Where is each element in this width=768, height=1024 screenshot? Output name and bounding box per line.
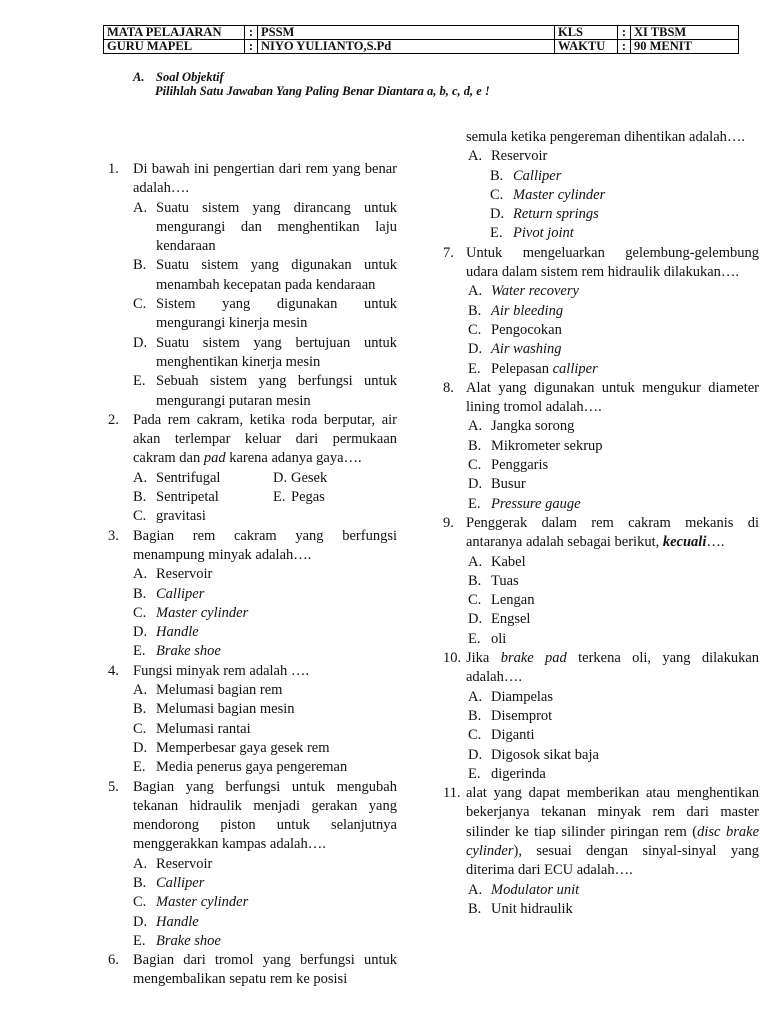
options-q11 <box>443 881 759 920</box>
text-segment: terkena oli, yang dilakukan adalah…. <box>466 650 760 686</box>
option-d <box>490 205 759 224</box>
teacher-value: NIYO YULIANTO,S.Pd <box>258 40 555 54</box>
option-letter: A. <box>133 682 148 699</box>
option-c <box>133 295 397 334</box>
option-letter: C. <box>133 508 147 525</box>
option-a <box>133 681 397 700</box>
separator: : <box>618 26 631 40</box>
text-segment-italic: pad <box>203 450 226 467</box>
option-text: Busur <box>491 476 526 493</box>
option-d <box>468 340 759 359</box>
question-number: 5. <box>108 778 119 795</box>
option-text: Suatu sistem yang dirancang untuk mengurangi dan menghentikan laju kendaraan <box>156 199 397 255</box>
option-c <box>133 893 397 912</box>
question-text: Untuk mengeluarkan gelembung-gelembung udara dalam sistem rem hidraulik dilakukan…. <box>466 244 759 281</box>
option-c <box>133 604 397 623</box>
option-letter: A. <box>468 283 483 300</box>
option-text: Diampelas <box>491 688 554 705</box>
option-d <box>133 334 397 373</box>
option-b <box>133 488 273 507</box>
option-letter: E. <box>468 360 481 377</box>
option-a <box>133 855 397 874</box>
option-letter: A. <box>133 199 148 216</box>
option-letter: C. <box>468 457 482 474</box>
option-text: digerinda <box>491 765 546 782</box>
option-letter: C. <box>468 592 482 609</box>
option-text: Water recovery <box>491 283 579 300</box>
option-text: Reservoir <box>491 148 548 165</box>
option-e <box>490 224 759 243</box>
option-letter: B. <box>468 900 482 917</box>
options-q1 <box>108 199 397 411</box>
time-label: WAKTU <box>555 40 618 54</box>
option-text: Return springs <box>513 206 599 223</box>
option-letter: D. <box>273 469 288 486</box>
option-d <box>468 475 759 494</box>
option-b <box>468 707 759 726</box>
option-letter: D. <box>133 913 148 930</box>
option-letter: C. <box>133 720 147 737</box>
text-segment: karena adanya gaya…. <box>225 450 362 467</box>
option-a <box>468 553 759 572</box>
option-text: Pengocokan <box>491 321 562 338</box>
subject-label: MATA PELAJARAN <box>104 26 245 40</box>
option-b <box>133 700 397 719</box>
option-letter: A. <box>133 855 148 872</box>
option-e <box>273 488 403 507</box>
option-letter: C. <box>490 186 504 203</box>
option-text: Pegas <box>291 489 325 506</box>
option-a <box>468 881 759 900</box>
option-a <box>133 565 397 584</box>
question-number: 7. <box>443 244 454 261</box>
question-text: Bagian rem cakram yang berfungsi menampung minyak adalah…. <box>133 527 397 563</box>
option-text: oli <box>491 630 507 647</box>
option-text: Air bleeding <box>491 302 564 319</box>
section-title: Soal Objektif <box>156 70 224 84</box>
option-letter: E. <box>490 225 503 242</box>
question-text <box>466 784 759 880</box>
option-text: Calliper <box>513 167 562 184</box>
question-text-part1: Bagian dari tromol yang berfungsi untuk mengembalikan sepatu rem ke posisi <box>133 952 397 988</box>
option-text: Calliper <box>156 585 205 602</box>
question-text: Alat yang digunakan untuk mengukur diameter lining tromol adalah…. <box>466 379 759 416</box>
option-letter: A. <box>468 418 483 435</box>
text-segment: alat yang dapat memberikan atau menghentikan bekerjanya tekanan minyak rem dari master silinder ke tiap silinder piringan rem ( <box>466 785 759 840</box>
option-a <box>133 469 273 488</box>
option-letter: A. <box>468 553 483 570</box>
option-text: Melumasi bagian mesin <box>156 701 295 718</box>
right-column <box>443 128 759 919</box>
options-q4 <box>108 681 397 777</box>
option-text: Sentripetal <box>156 489 219 506</box>
option-text: Master cylinder <box>156 604 249 621</box>
option-d <box>133 739 397 758</box>
option-b <box>468 437 759 456</box>
option-c <box>468 591 759 610</box>
question-number: 6. <box>108 952 119 969</box>
option-letter: B. <box>133 701 147 718</box>
option-text: Melumasi bagian rem <box>156 682 283 699</box>
option-e <box>468 360 759 379</box>
section-letter: A. <box>133 70 145 84</box>
question-11 <box>443 784 759 880</box>
option-text: Handle <box>156 624 199 641</box>
option-letter: B. <box>468 302 482 319</box>
option-letter: A. <box>133 566 148 583</box>
option-b <box>468 302 759 321</box>
teacher-label: GURU MAPEL <box>104 40 245 54</box>
text-segment: Penggerak dalam rem cakram mekanis di antaranya adalah sebagai berikut, <box>466 514 759 551</box>
option-text: Air washing <box>491 341 562 358</box>
option-text: Calliper <box>156 874 205 891</box>
separator: : <box>618 40 631 54</box>
option-e <box>133 758 397 777</box>
header-table <box>103 25 739 54</box>
option-e <box>133 932 397 951</box>
option-letter: B. <box>468 572 482 589</box>
option-letter: E. <box>133 759 146 776</box>
option-text: Jangka sorong <box>491 418 575 435</box>
header-row <box>104 26 739 40</box>
subject-value: PSSM <box>258 26 555 40</box>
options-q5 <box>108 855 397 951</box>
option-text: Pivot joint <box>513 225 574 242</box>
option-text: Master cylinder <box>513 186 606 203</box>
option-a <box>468 688 759 707</box>
option-b <box>133 585 397 604</box>
option-letter: C. <box>133 604 147 621</box>
option-text: Melumasi rantai <box>156 720 251 737</box>
option-letter: E. <box>468 630 481 647</box>
option-letter: E. <box>133 643 146 660</box>
option-text: Sistem yang digunakan untuk mengurangi kinerja mesin <box>156 296 397 332</box>
option-letter: D. <box>468 746 483 763</box>
options-q2 <box>133 469 397 527</box>
separator: : <box>245 26 258 40</box>
text-segment-italic: disc brake cylinder <box>466 823 759 859</box>
option-text: Suatu sistem yang bertujuan untuk menghentikan kinerja mesin <box>156 334 397 370</box>
option-letter: B. <box>133 489 147 506</box>
option-text: Tuas <box>491 572 519 589</box>
option-text: Sebuah sistem yang berfungsi untuk mengurangi putaran mesin <box>156 373 397 409</box>
option-letter: D. <box>490 206 505 223</box>
question-10 <box>443 649 759 688</box>
text-segment: Pelepasan <box>491 360 553 377</box>
option-text: Memperbesar gaya gesek rem <box>156 739 330 756</box>
text-segment-italic: calliper <box>552 360 598 377</box>
option-c <box>468 321 759 340</box>
option-e <box>468 765 759 784</box>
option-text: Reservoir <box>156 566 213 583</box>
option-d <box>468 610 759 629</box>
option-text <box>491 360 759 379</box>
question-text-part2: semula ketika pengereman dihentikan adalah…. <box>466 129 746 145</box>
options-q6 <box>443 147 759 243</box>
question-5 <box>108 778 397 855</box>
option-d <box>133 623 397 642</box>
option-text: gravitasi <box>156 508 206 525</box>
option-letter: C. <box>468 321 482 338</box>
question-text: Di bawah ini pengertian dari rem yang benar adalah…. <box>133 161 397 197</box>
option-letter: A. <box>468 148 483 165</box>
option-letter: B. <box>468 707 482 724</box>
option-text: Handle <box>156 913 199 930</box>
option-b <box>133 256 397 295</box>
option-letter: E. <box>468 765 481 782</box>
question-text <box>133 411 397 469</box>
option-a <box>468 417 759 436</box>
section-intro <box>133 70 490 98</box>
option-c <box>133 720 397 739</box>
question-number: 8. <box>443 379 454 396</box>
question-7 <box>443 244 759 283</box>
option-text: Unit hidraulik <box>491 900 573 917</box>
question-text <box>466 649 759 688</box>
option-text: Sentrifugal <box>156 469 221 486</box>
option-letter: B. <box>133 874 147 891</box>
option-d <box>133 913 397 932</box>
option-text: Kabel <box>491 553 526 570</box>
option-letter: C. <box>468 727 482 744</box>
option-letter: D. <box>468 611 483 628</box>
option-c <box>468 726 759 745</box>
option-e <box>468 495 759 514</box>
option-text: Digosok sikat baja <box>491 746 599 763</box>
options-q7 <box>443 282 759 378</box>
option-e <box>133 642 397 661</box>
option-text: Engsel <box>491 611 531 628</box>
option-text: Diganti <box>491 727 535 744</box>
option-b <box>133 874 397 893</box>
question-number: 3. <box>108 527 119 544</box>
options-q3 <box>108 565 397 661</box>
text-segment: ), sesuai dengan sinyal-sinyal yang diterima dari ECU adalah…. <box>466 842 759 879</box>
option-letter: E. <box>273 489 286 506</box>
option-text: Disemprot <box>491 707 553 724</box>
option-text: Reservoir <box>156 855 213 872</box>
option-c <box>133 507 273 526</box>
question-6 <box>108 951 397 990</box>
option-letter: B. <box>133 585 147 602</box>
option-b <box>490 167 759 186</box>
options-q10 <box>443 688 759 784</box>
option-letter: D. <box>468 341 483 358</box>
option-letter: D. <box>133 739 148 756</box>
option-text: Media penerus gaya pengereman <box>156 759 348 776</box>
option-letter: A. <box>468 881 483 898</box>
option-a <box>468 282 759 301</box>
option-a <box>133 199 397 257</box>
class-value: XI TBSM <box>631 26 739 40</box>
option-d <box>273 469 403 488</box>
text-segment-italic: brake pad <box>500 650 567 667</box>
question-text: Fungsi minyak rem adalah …. <box>133 662 309 679</box>
question-1 <box>108 160 397 199</box>
option-b <box>468 572 759 591</box>
option-letter: E. <box>468 495 481 512</box>
question-number: 1. <box>108 161 119 177</box>
question-number: 2. <box>108 411 119 428</box>
option-a <box>468 147 759 166</box>
option-e <box>468 630 759 649</box>
text-segment: Jika <box>466 650 501 667</box>
option-text: Brake shoe <box>156 932 221 949</box>
separator: : <box>245 40 258 54</box>
option-b <box>468 900 759 919</box>
option-c <box>468 456 759 475</box>
header-row <box>104 40 739 54</box>
options-q8 <box>443 417 759 513</box>
option-text: Lengan <box>491 592 535 609</box>
section-instruction: Pilihlah Satu Jawaban Yang Paling Benar Diantara a, b, c, d, e ! <box>155 84 490 98</box>
option-letter: E. <box>133 373 146 390</box>
option-text: Suatu sistem yang digunakan untuk menambah kecepatan pada kendaraan <box>156 257 397 293</box>
option-text: Gesek <box>291 469 328 486</box>
option-text: Pressure gauge <box>491 495 581 512</box>
question-3 <box>108 527 397 566</box>
option-letter: A. <box>468 688 483 705</box>
option-letter: D. <box>133 334 148 351</box>
option-e <box>133 372 397 411</box>
question-9 <box>443 514 759 553</box>
options-q9 <box>443 553 759 649</box>
question-4 <box>108 662 397 681</box>
option-letter: D. <box>468 476 483 493</box>
class-label: KLS <box>555 26 618 40</box>
question-6-continued <box>443 128 759 147</box>
text-segment-bold-italic: kecuali <box>662 534 707 551</box>
question-number: 10. <box>443 650 462 667</box>
text-segment: Pada rem cakram, ketika roda berputar, air akan terlempar keluar dari permukaan cakram dan <box>133 411 397 467</box>
option-text: Brake shoe <box>156 643 221 660</box>
question-number: 9. <box>443 514 454 531</box>
question-8 <box>443 379 759 418</box>
question-number: 11. <box>443 785 461 802</box>
question-text: Bagian yang berfungsi untuk mengubah tekanan hidraulik menjadi gerakan yang mendorong piston untuk selanjutnya menggerakkan kampas adalah…. <box>133 778 397 853</box>
question-text <box>466 514 759 553</box>
option-text: Mikrometer sekrup <box>491 437 603 454</box>
option-c <box>490 186 759 205</box>
time-value: 90 MENIT <box>631 40 739 54</box>
left-column <box>108 160 397 990</box>
question-number: 4. <box>108 662 119 679</box>
option-text: Modulator unit <box>491 881 580 898</box>
option-letter: B. <box>490 167 504 184</box>
option-letter: B. <box>133 257 147 274</box>
option-letter: B. <box>468 437 482 454</box>
question-2 <box>108 411 397 469</box>
option-text: Penggaris <box>491 457 549 474</box>
option-d <box>468 746 759 765</box>
option-text: Master cylinder <box>156 894 249 911</box>
option-letter: A. <box>133 469 148 486</box>
text-segment: …. <box>706 534 725 551</box>
option-letter: C. <box>133 296 147 313</box>
option-letter: D. <box>133 624 148 641</box>
option-letter: E. <box>133 932 146 949</box>
option-letter: C. <box>133 894 147 911</box>
